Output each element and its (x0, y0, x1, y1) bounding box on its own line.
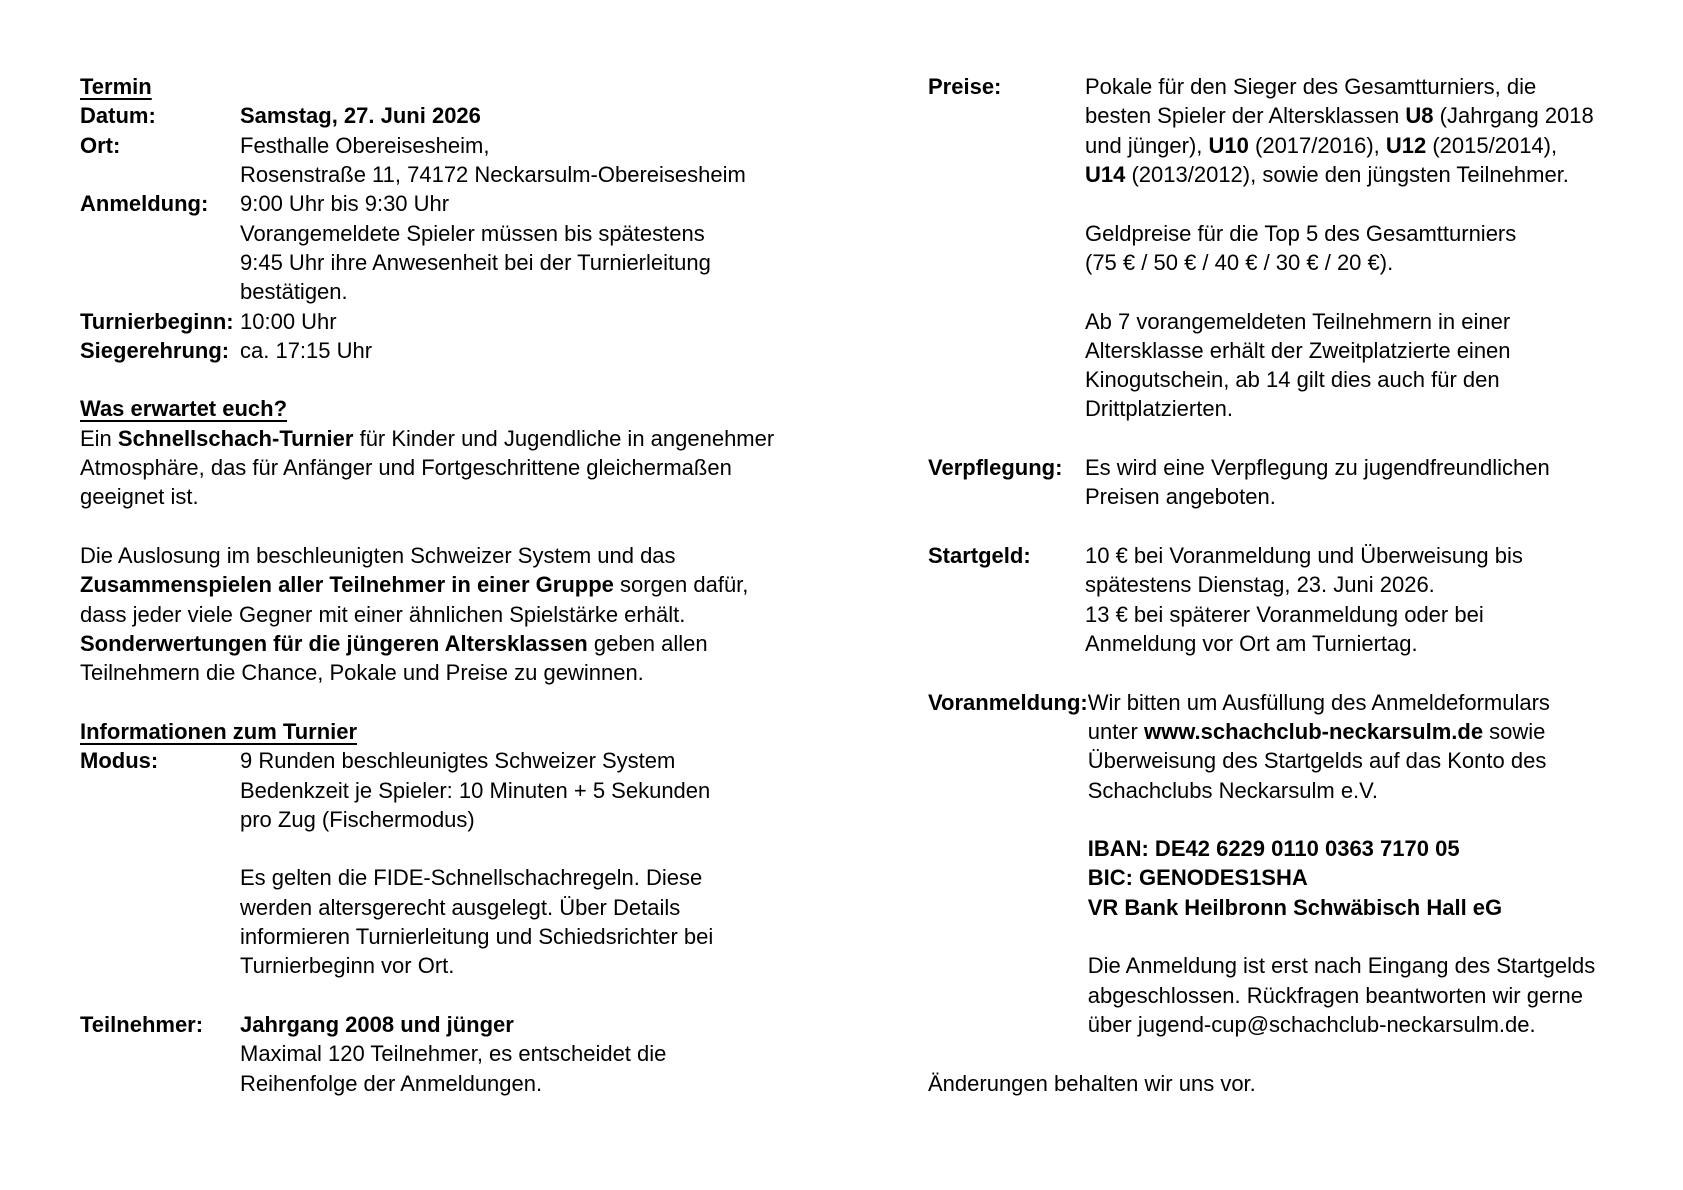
row-value-voranmeldung (1088, 688, 1596, 1040)
text-line: Altersklasse erhält der Zweitplatzierte einen (1085, 337, 1511, 363)
text-line: Schachclubs Neckarsulm e.V. (1087, 777, 1378, 803)
text-line: werden altersgerecht ausgelegt. Über Details (240, 894, 681, 920)
text-line: Drittplatzierten. (1085, 396, 1233, 422)
info-row-modus (80, 746, 820, 981)
text-line: VR Bank Heilbronn Schwäbisch Hall eG (1087, 894, 1503, 920)
text-line: Es wird eine Verpflegung zu jugendfreundlichen (1085, 455, 1550, 481)
text-line: abgeschlossen. Rückfragen beantworten wir gerne (1087, 982, 1584, 1008)
info-row-verpflegung (928, 453, 1648, 512)
text-line: U14 (2013/2012), sowie den jüngsten Teilnehmer. (1085, 161, 1569, 187)
row-value-turnierbeginn (240, 307, 337, 336)
row-value-datum (240, 101, 481, 130)
info-row-teilnehmer (80, 1010, 820, 1098)
row-value-siegerehrung (240, 336, 372, 365)
text-line: Es gelten die FIDE-Schnellschachregeln. Diese (240, 865, 703, 891)
text-line: Rosenstraße 11, 74172 Neckarsulm-Obereisesheim (240, 161, 746, 187)
row-label-anmeldung: Anmeldung: (80, 191, 209, 217)
info-row-ort (80, 131, 820, 190)
text-line: 10:00 Uhr (240, 308, 337, 334)
left-column (80, 72, 820, 1098)
text-line: Geldpreise für die Top 5 des Gesamtturniers (1085, 220, 1517, 246)
text-line: Maximal 120 Teilnehmer, es entscheidet die (240, 1041, 667, 1067)
text-line: 9 Runden beschleunigtes Schweizer System (240, 748, 676, 774)
text-line: bestätigen. (240, 279, 348, 305)
row-value-teilnehmer (240, 1010, 666, 1098)
section-heading-termin: Termin (80, 74, 152, 99)
row-label-ort: Ort: (80, 132, 121, 158)
spacer (1088, 922, 1596, 951)
row-label-turnierbeginn: Turnierbeginn: (80, 308, 234, 334)
text-line: BIC: GENODES1SHA (1087, 865, 1308, 891)
text-line: Turnierbeginn vor Ort. (240, 953, 455, 979)
text-line: Vorangemeldete Spieler müssen bis spätestens (240, 220, 705, 246)
text-line: 9:45 Uhr ihre Anwesenheit bei der Turnierleitung (240, 249, 711, 275)
spacer (928, 512, 1648, 541)
text-line: Reihenfolge der Anmeldungen. (240, 1070, 543, 1096)
text-line: Jahrgang 2008 und jünger (240, 1012, 514, 1037)
text-line: informieren Turnierleitung und Schiedsrichter bei (240, 924, 714, 950)
info-row-startgeld (928, 541, 1648, 658)
info-row-turnierbeginn (80, 307, 820, 336)
section-heading-was-erwartet: Was erwartet euch? (80, 396, 288, 422)
row-label-verpflegung: Verpflegung: (928, 455, 1063, 481)
spacer (1085, 277, 1594, 306)
spacer (80, 981, 820, 1010)
text-line: Die Auslosung im beschleunigten Schweizer System und das (80, 543, 676, 568)
text-line: Pokale für den Sieger des Gesamtturniers, die (1085, 74, 1537, 99)
text-line: Preisen angeboten. (1085, 484, 1276, 510)
text-line: 13 € bei späterer Voranmeldung oder bei (1085, 601, 1484, 627)
spacer (928, 1039, 1648, 1068)
row-value-verpflegung (1085, 453, 1550, 512)
text-line: Anmeldung vor Ort am Turniertag. (1085, 630, 1418, 656)
footer-note: Änderungen behalten wir uns vor. (928, 1070, 1256, 1096)
text-line: ca. 17:15 Uhr (240, 337, 373, 363)
text-line: pro Zug (Fischermodus) (240, 806, 475, 832)
text-line: Zusammenspielen aller Teilnehmer in einer Gruppe sorgen dafür, (80, 572, 749, 598)
text-line: besten Spieler der Altersklassen U8 (Jahrgang 2018 (1085, 103, 1594, 129)
spacer (928, 424, 1648, 453)
info-row-datum (80, 101, 820, 130)
text-line: 10 € bei Voranmeldung und Überweisung bis (1085, 543, 1523, 568)
text-line: und jünger), U10 (2017/2016), U12 (2015/2014), (1085, 132, 1558, 158)
row-value-ort (240, 131, 746, 190)
text-line: Atmosphäre, das für Anfänger und Fortgeschrittene gleichermaßen (80, 455, 732, 481)
info-row-anmeldung (80, 189, 820, 306)
row-label-voranmeldung: Voranmeldung: (928, 689, 1088, 715)
text-line: Ein Schnellschach-Turnier für Kinder und Jugendliche in angenehmer (80, 425, 775, 451)
row-value-startgeld (1085, 541, 1523, 658)
text-line: spätestens Dienstag, 23. Juni 2026. (1085, 572, 1435, 598)
right-column (928, 72, 1648, 1098)
text-line: Wir bitten um Ausfüllung des Anmeldeformulars (1087, 689, 1550, 715)
text-line: 9:00 Uhr bis 9:30 Uhr (240, 191, 450, 217)
row-value-preise (1085, 72, 1594, 424)
text-line: Kinogutschein, ab 14 gilt dies auch für den (1085, 367, 1500, 393)
text-line: IBAN: DE42 6229 0110 0363 7170 05 (1087, 836, 1460, 862)
spacer (1085, 189, 1594, 218)
section-heading-informationen: Informationen zum Turnier (80, 718, 358, 744)
text-line: Teilnehmern die Chance, Pokale und Preise zu gewinnen. (80, 660, 644, 686)
spacer (80, 512, 820, 541)
text-line: geeignet ist. (80, 484, 199, 510)
info-row-voranmeldung (928, 688, 1648, 1040)
text-line: Samstag, 27. Juni 2026 (240, 103, 481, 129)
row-label-teilnehmer: Teilnehmer: (80, 1012, 204, 1037)
text-line: (75 € / 50 € / 40 € / 30 € / 20 €). (1085, 249, 1394, 275)
row-value-modus (240, 746, 713, 981)
row-label-siegerehrung: Siegerehrung: (80, 337, 230, 363)
info-row-siegerehrung (80, 336, 820, 365)
text-line: Festhalle Obereisesheim, (240, 132, 490, 158)
text-line: dass jeder viele Gegner mit einer ähnlichen Spielstärke erhält. (80, 601, 686, 627)
text-line: Ab 7 vorangemeldeten Teilnehmern in einer (1085, 308, 1511, 334)
spacer (240, 834, 713, 863)
row-label-startgeld: Startgeld: (928, 543, 1031, 568)
text-line: Sonderwertungen für die jüngeren Altersklassen geben allen (80, 630, 708, 656)
row-label-modus: Modus: (80, 748, 159, 774)
text-line: unter www.schachclub-neckarsulm.de sowie (1087, 718, 1546, 744)
spacer (80, 688, 820, 717)
spacer (1088, 805, 1596, 834)
row-label-preise: Preise: (928, 74, 1002, 99)
row-value-anmeldung (240, 189, 711, 306)
text-line: Überweisung des Startgelds auf das Konto des (1087, 748, 1547, 774)
text-line: Bedenkzeit je Spieler: 10 Minuten + 5 Sekunden (240, 777, 711, 803)
spacer (80, 365, 820, 394)
text-line: Die Anmeldung ist erst nach Eingang des Startgelds (1087, 953, 1596, 979)
row-label-datum: Datum: (80, 103, 156, 129)
spacer (928, 658, 1648, 687)
text-line: über jugend-cup@schachclub-neckarsulm.de. (1087, 1012, 1536, 1037)
info-row-preise (928, 72, 1648, 424)
